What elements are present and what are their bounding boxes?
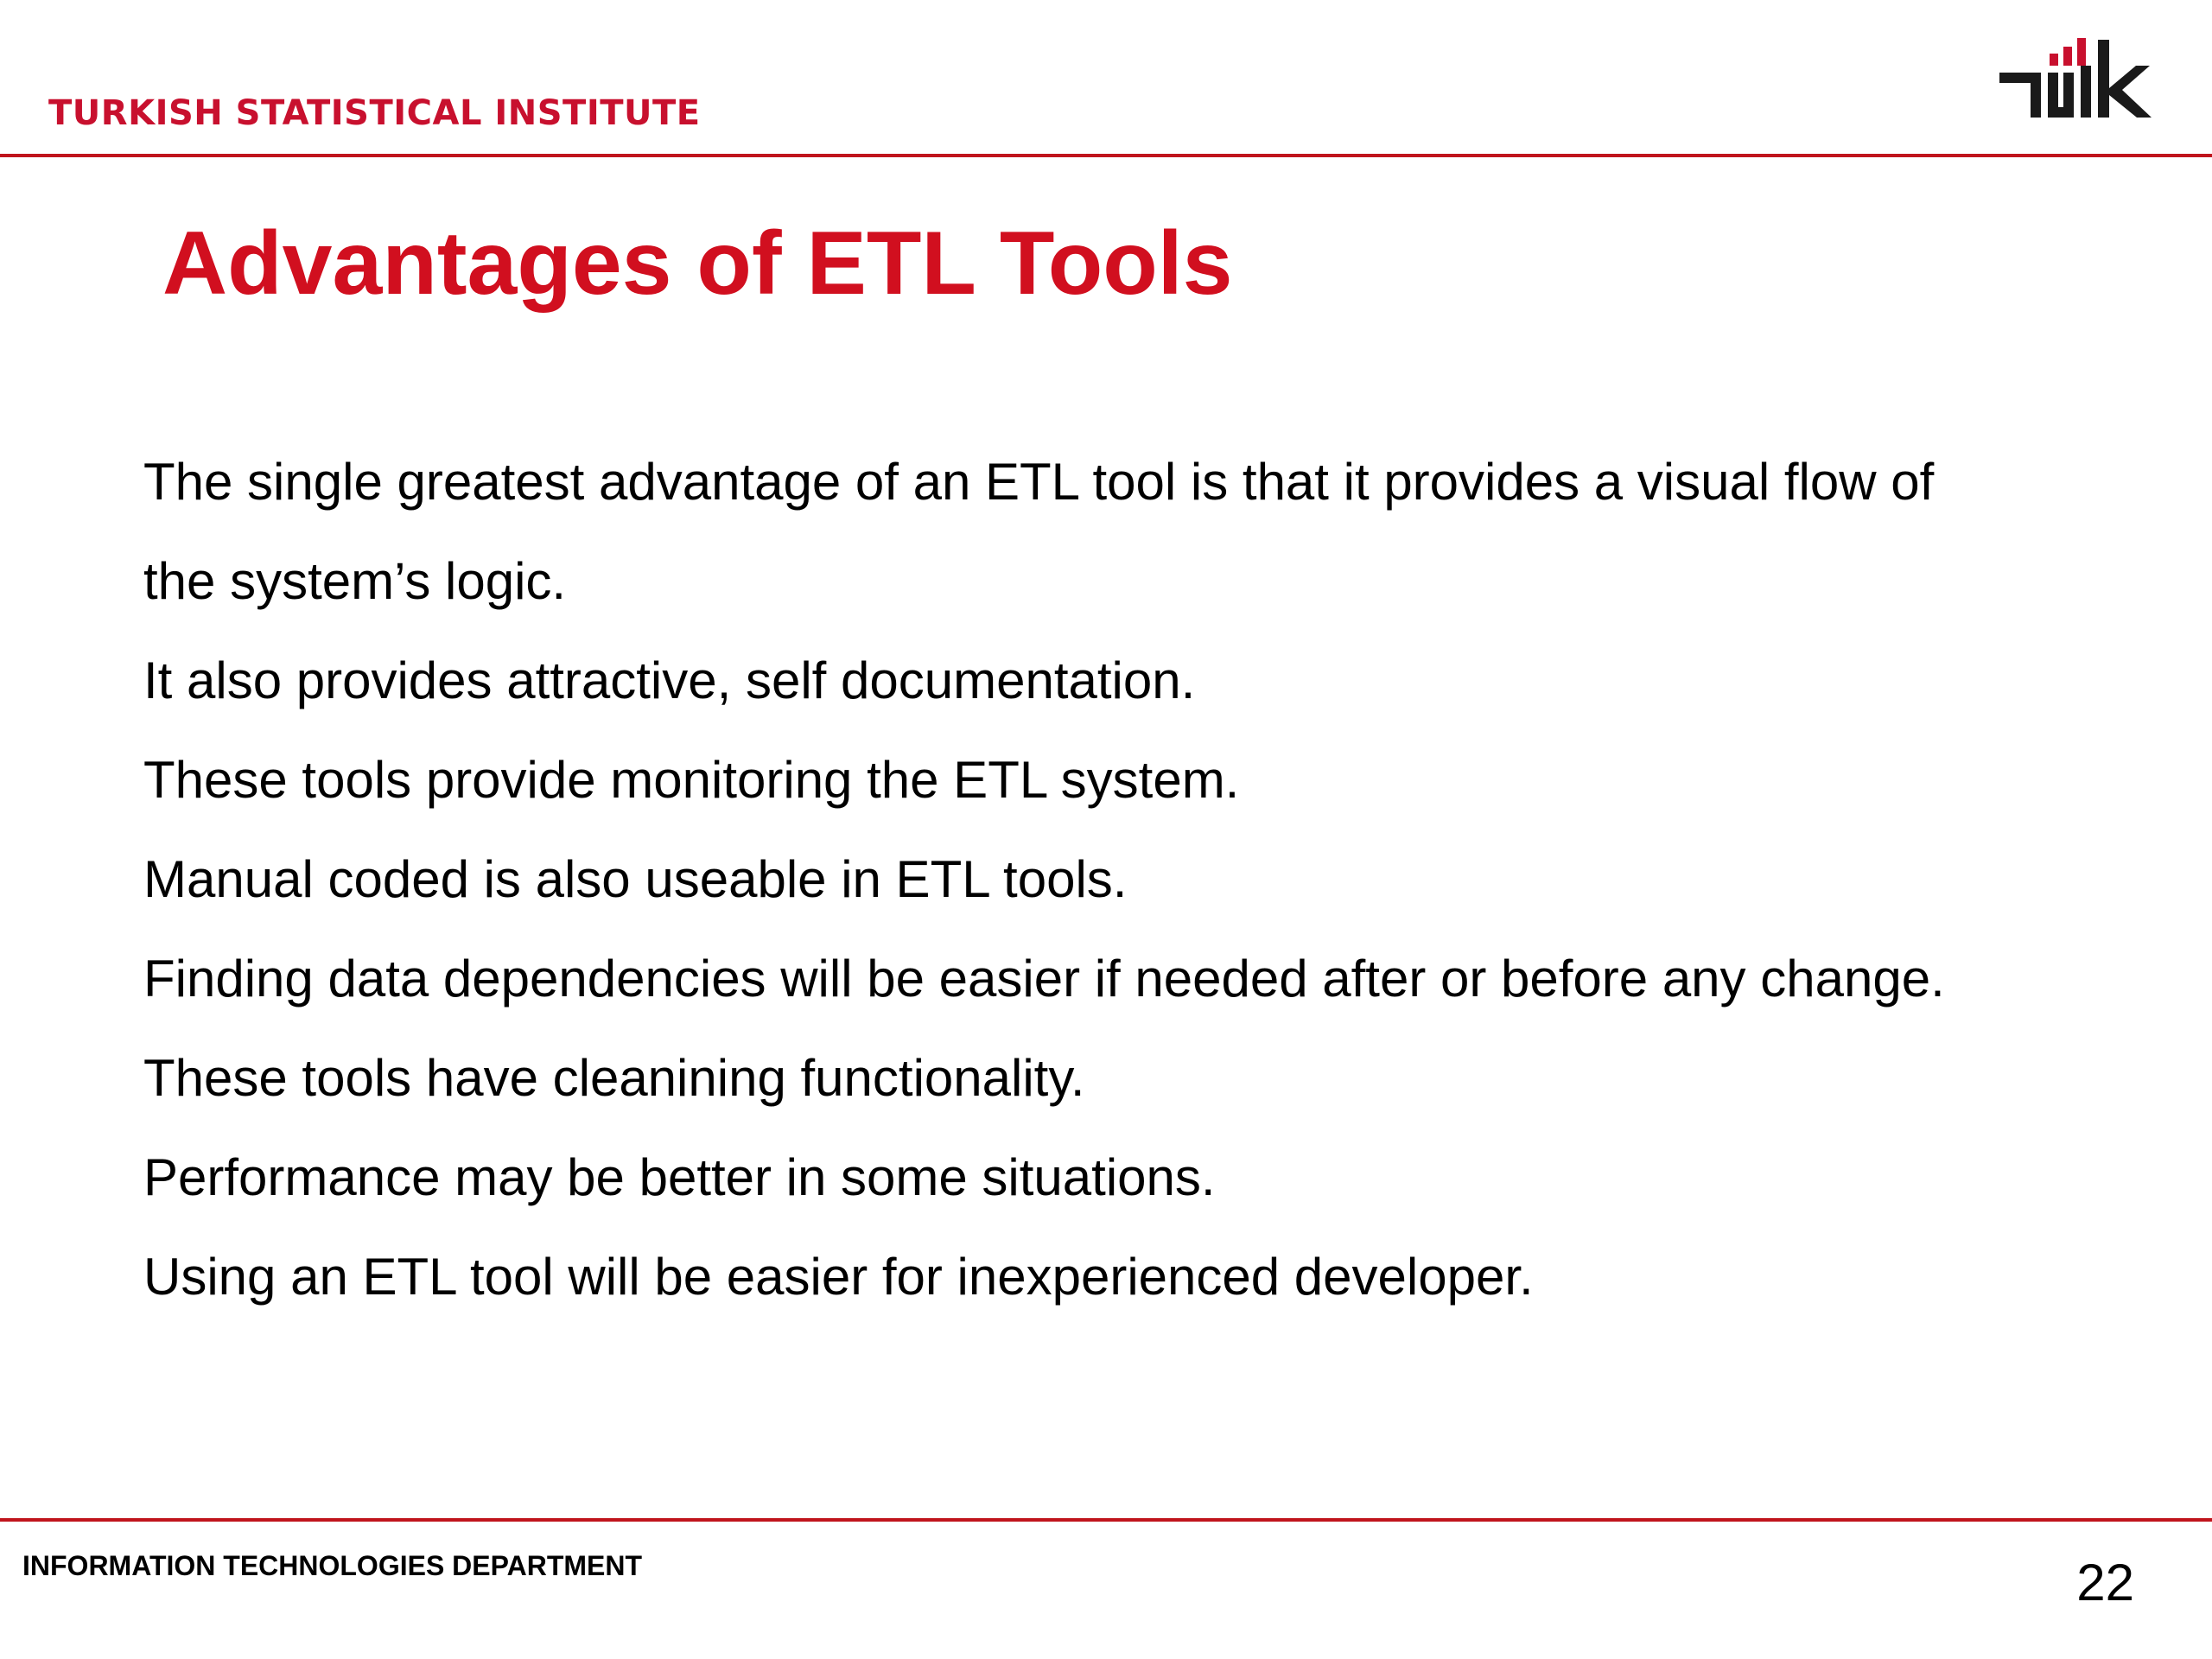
- logo-red-bar-1: [2050, 54, 2058, 66]
- body-line: Using an ETL tool will be easier for inexperienced developer.: [143, 1248, 1534, 1306]
- organization-name: TURKISH STATISTICAL INSTITUTE: [48, 93, 701, 133]
- department-name: INFORMATION TECHNOLOGIES DEPARTMENT: [22, 1550, 643, 1581]
- page-number: 22: [2076, 1554, 2134, 1611]
- logo-red-bar-3: [2077, 38, 2086, 66]
- body-line: These tools have cleanining functionality.: [143, 1049, 1085, 1107]
- logo-red-bar-2: [2063, 47, 2072, 66]
- body-line: The single greatest advantage of an ETL tool is that it provides a visual flow of: [143, 453, 1935, 511]
- tuik-logo-icon: [1987, 28, 2160, 130]
- body-line: Finding data dependencies will be easier if needed after or before any change.: [143, 950, 1945, 1007]
- body-line: It also provides attractive, self documentation.: [143, 652, 1196, 709]
- slide-title: Advantages of ETL Tools: [162, 213, 1233, 314]
- body-line: These tools provide monitoring the ETL system.: [143, 751, 1240, 809]
- header-divider: [0, 154, 2212, 157]
- logo-k-arm: [2109, 66, 2152, 118]
- logo-k-stem: [2098, 40, 2109, 118]
- body-line: the system’s logic.: [143, 552, 567, 610]
- slide-body: [143, 432, 2113, 1326]
- logo-t-glyph: [1999, 73, 2041, 118]
- logo-u-bottom: [2048, 107, 2074, 118]
- footer-divider: [0, 1518, 2212, 1522]
- body-line: Performance may be better in some situations.: [143, 1148, 1216, 1206]
- body-line: Manual coded is also useable in ETL tools.: [143, 850, 1128, 908]
- logo-i-stem: [2081, 66, 2091, 118]
